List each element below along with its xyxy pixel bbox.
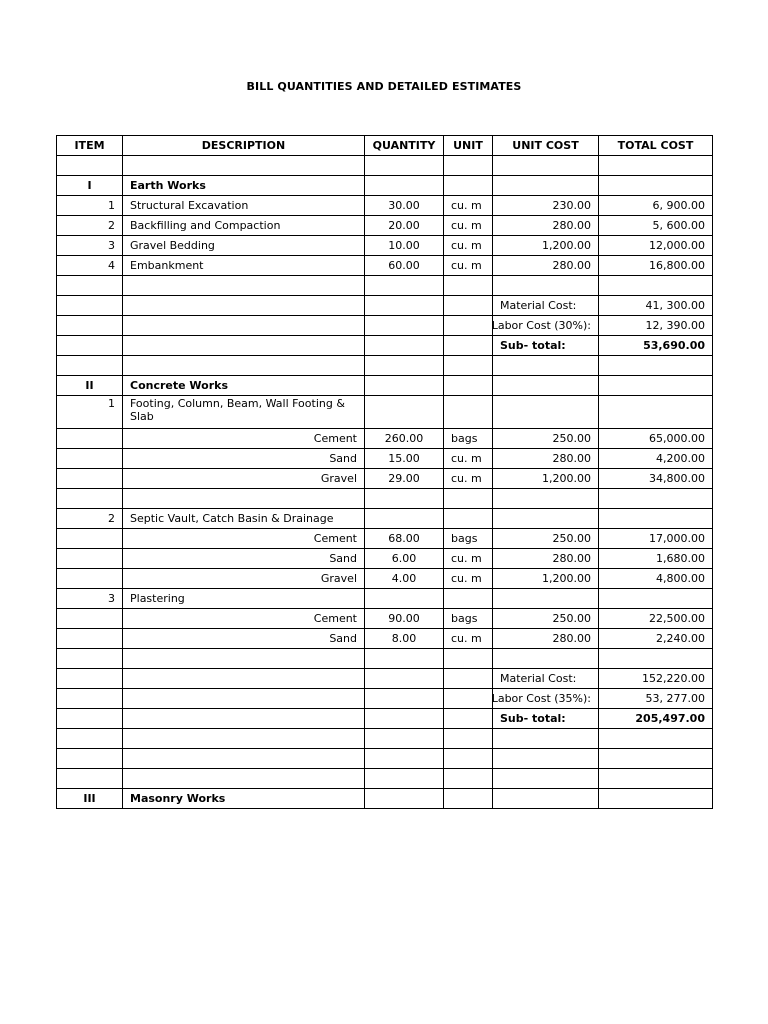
unit-cost-cell: 1,200.00 [493,236,599,256]
description-cell [123,356,365,376]
item-cell [57,336,123,356]
total-cost-cell: 2,240.00 [599,629,713,649]
quantity-cell [365,276,444,296]
table-row [57,376,713,396]
total-cost-cell: 152,220.00 [599,669,713,689]
total-cost-cell: 12,000.00 [599,236,713,256]
table-row [57,549,713,569]
table-row [57,509,713,529]
unit-cell [444,356,493,376]
quantity-cell [365,749,444,769]
item-cell [57,356,123,376]
description-cell: Plastering [123,589,365,609]
unit-cost-cell: 230.00 [493,196,599,216]
col-header-quantity: QUANTITY [365,136,444,156]
item-cell [57,729,123,749]
quantity-cell [365,689,444,709]
quantity-cell [365,396,444,429]
item-cell: 1 [57,396,123,429]
description-cell: Cement [123,429,365,449]
summary-label-text: Labor Cost (35%): [491,692,591,705]
description-cell: Earth Works [123,176,365,196]
quantity-cell: 30.00 [365,196,444,216]
quantity-cell [365,789,444,809]
description-cell [123,749,365,769]
table-row [57,729,713,749]
total-cost-cell [599,789,713,809]
quantity-cell [365,176,444,196]
description-cell [123,316,365,336]
unit-cell [444,509,493,529]
unit-cell [444,669,493,689]
unit-cell: cu. m [444,196,493,216]
quantity-cell [365,729,444,749]
unit-cell: bags [444,429,493,449]
description-cell: Septic Vault, Catch Basin & Drainage [123,509,365,529]
total-cost-cell: 65,000.00 [599,429,713,449]
table-row [57,669,713,689]
estimate-table-body [57,156,713,809]
total-cost-cell [599,489,713,509]
col-header-description: DESCRIPTION [123,136,365,156]
description-cell [123,156,365,176]
unit-cell: cu. m [444,449,493,469]
total-cost-cell [599,276,713,296]
item-cell: III [57,789,123,809]
item-cell [57,429,123,449]
total-cost-cell: 12, 390.00 [599,316,713,336]
item-cell: 3 [57,236,123,256]
description-cell [123,276,365,296]
description-cell [123,729,365,749]
quantity-cell [365,376,444,396]
quantity-cell: 29.00 [365,469,444,489]
total-cost-cell: 205,497.00 [599,709,713,729]
total-cost-cell [599,749,713,769]
description-cell [123,296,365,316]
unit-cost-cell: 1,200.00 [493,469,599,489]
total-cost-cell [599,156,713,176]
total-cost-cell: 17,000.00 [599,529,713,549]
unit-cell [444,156,493,176]
table-row [57,789,713,809]
description-cell: Embankment [123,256,365,276]
total-cost-cell: 4,800.00 [599,569,713,589]
table-row [57,176,713,196]
quantity-cell [365,316,444,336]
unit-cost-cell: 1,200.00 [493,569,599,589]
table-row [57,769,713,789]
unit-cell: bags [444,529,493,549]
item-cell [57,689,123,709]
item-cell [57,316,123,336]
item-cell [57,669,123,689]
table-row [57,336,713,356]
description-cell: Gravel Bedding [123,236,365,256]
item-cell: II [57,376,123,396]
quantity-cell: 4.00 [365,569,444,589]
total-cost-cell [599,176,713,196]
unit-cell [444,176,493,196]
unit-cost-cell: 280.00 [493,629,599,649]
unit-cost-cell [493,276,599,296]
quantity-cell [365,589,444,609]
summary-label-cell [493,689,599,709]
summary-label-cell [493,709,599,729]
quantity-cell [365,649,444,669]
table-row [57,196,713,216]
table-row [57,276,713,296]
quantity-cell: 60.00 [365,256,444,276]
unit-cost-cell [493,376,599,396]
description-cell: Gravel [123,469,365,489]
summary-label-text: Material Cost: [500,672,577,685]
table-row [57,689,713,709]
quantity-cell [365,296,444,316]
unit-cost-cell: 280.00 [493,449,599,469]
unit-cost-cell: 250.00 [493,529,599,549]
table-row [57,529,713,549]
quantity-cell: 6.00 [365,549,444,569]
unit-cell [444,689,493,709]
summary-label-cell [493,316,599,336]
unit-cell: cu. m [444,256,493,276]
unit-cost-cell [493,396,599,429]
total-cost-cell: 4,200.00 [599,449,713,469]
total-cost-cell [599,396,713,429]
unit-cost-cell: 280.00 [493,549,599,569]
quantity-cell: 15.00 [365,449,444,469]
item-cell: I [57,176,123,196]
unit-cost-cell: 280.00 [493,216,599,236]
item-cell: 2 [57,216,123,236]
unit-cell [444,769,493,789]
table-row [57,449,713,469]
item-cell [57,549,123,569]
table-row [57,569,713,589]
unit-cost-cell [493,156,599,176]
total-cost-cell: 53,690.00 [599,336,713,356]
unit-cell: cu. m [444,629,493,649]
quantity-cell [365,669,444,689]
item-cell [57,609,123,629]
unit-cell: cu. m [444,216,493,236]
item-cell: 4 [57,256,123,276]
table-row [57,589,713,609]
table-row [57,429,713,449]
unit-cost-cell [493,356,599,376]
item-cell [57,489,123,509]
quantity-cell: 90.00 [365,609,444,629]
item-cell: 1 [57,196,123,216]
unit-cell: bags [444,609,493,629]
total-cost-cell [599,589,713,609]
unit-cell [444,789,493,809]
total-cost-cell: 34,800.00 [599,469,713,489]
quantity-cell: 10.00 [365,236,444,256]
description-cell: Footing, Column, Beam, Wall Footing & Slab [123,396,365,429]
total-cost-cell [599,649,713,669]
unit-cell [444,276,493,296]
summary-label-text: Labor Cost (30%): [491,319,591,332]
description-cell: Backfilling and Compaction [123,216,365,236]
description-cell: Masonry Works [123,789,365,809]
table-row [57,216,713,236]
quantity-cell: 8.00 [365,629,444,649]
item-cell [57,569,123,589]
total-cost-cell [599,376,713,396]
quantity-cell [365,709,444,729]
unit-cell: cu. m [444,236,493,256]
table-row [57,609,713,629]
col-header-total-cost: TOTAL COST [599,136,713,156]
summary-label-cell [493,336,599,356]
table-row [57,749,713,769]
estimate-table [56,135,713,809]
description-cell [123,769,365,789]
summary-label-cell [493,296,599,316]
description-cell: Sand [123,629,365,649]
unit-cell [444,709,493,729]
item-cell [57,296,123,316]
unit-cell [444,316,493,336]
table-row [57,489,713,509]
summary-label-text: Sub- total: [500,712,566,725]
total-cost-cell: 5, 600.00 [599,216,713,236]
table-row [57,649,713,669]
quantity-cell: 20.00 [365,216,444,236]
document-title: BILL QUANTITIES AND DETAILED ESTIMATES [246,80,522,93]
total-cost-cell: 6, 900.00 [599,196,713,216]
unit-cost-cell [493,789,599,809]
item-cell [57,449,123,469]
table-row [57,629,713,649]
item-cell [57,629,123,649]
item-cell [57,649,123,669]
item-cell [57,769,123,789]
summary-label-text: Sub- total: [500,339,566,352]
unit-cost-cell: 250.00 [493,609,599,629]
quantity-cell: 68.00 [365,529,444,549]
summary-label-text: Material Cost: [500,299,577,312]
description-cell: Cement [123,529,365,549]
description-cell [123,689,365,709]
table-row [57,256,713,276]
total-cost-cell: 41, 300.00 [599,296,713,316]
unit-cost-cell [493,176,599,196]
unit-cell [444,336,493,356]
summary-label-cell [493,669,599,689]
quantity-cell [365,509,444,529]
item-cell: 3 [57,589,123,609]
total-cost-cell [599,356,713,376]
description-cell: Structural Excavation [123,196,365,216]
unit-cost-cell [493,649,599,669]
table-row [57,156,713,176]
unit-cell [444,396,493,429]
col-header-unit: UNIT [444,136,493,156]
description-cell [123,649,365,669]
quantity-cell: 260.00 [365,429,444,449]
description-cell [123,669,365,689]
item-cell [57,529,123,549]
total-cost-cell [599,729,713,749]
quantity-cell [365,356,444,376]
item-cell [57,156,123,176]
unit-cost-cell [493,589,599,609]
quantity-cell [365,156,444,176]
table-row [57,316,713,336]
unit-cell [444,729,493,749]
unit-cell [444,296,493,316]
unit-cost-cell: 250.00 [493,429,599,449]
item-cell [57,709,123,729]
unit-cost-cell [493,509,599,529]
total-cost-cell: 53, 277.00 [599,689,713,709]
item-cell [57,276,123,296]
unit-cell [444,376,493,396]
unit-cost-cell [493,729,599,749]
table-row [57,296,713,316]
quantity-cell [365,489,444,509]
col-header-unit-cost: UNIT COST [493,136,599,156]
unit-cost-cell: 280.00 [493,256,599,276]
unit-cell [444,489,493,509]
total-cost-cell [599,769,713,789]
unit-cell [444,589,493,609]
quantity-cell [365,336,444,356]
item-cell [57,469,123,489]
header-row [57,136,713,156]
description-cell [123,489,365,509]
item-cell [57,749,123,769]
unit-cost-cell [493,749,599,769]
description-cell: Gravel [123,569,365,589]
table-row [57,709,713,729]
total-cost-cell: 22,500.00 [599,609,713,629]
quantity-cell [365,769,444,789]
total-cost-cell: 16,800.00 [599,256,713,276]
unit-cell [444,649,493,669]
unit-cost-cell [493,769,599,789]
description-cell: Cement [123,609,365,629]
unit-cell: cu. m [444,469,493,489]
total-cost-cell: 1,680.00 [599,549,713,569]
unit-cell: cu. m [444,549,493,569]
description-cell: Concrete Works [123,376,365,396]
description-cell [123,709,365,729]
unit-cell: cu. m [444,569,493,589]
unit-cell [444,749,493,769]
table-row [57,236,713,256]
col-header-item: ITEM [57,136,123,156]
description-cell [123,336,365,356]
description-cell: Sand [123,449,365,469]
table-row [57,469,713,489]
table-row [57,396,713,429]
item-cell: 2 [57,509,123,529]
description-cell: Sand [123,549,365,569]
table-row [57,356,713,376]
unit-cost-cell [493,489,599,509]
total-cost-cell [599,509,713,529]
